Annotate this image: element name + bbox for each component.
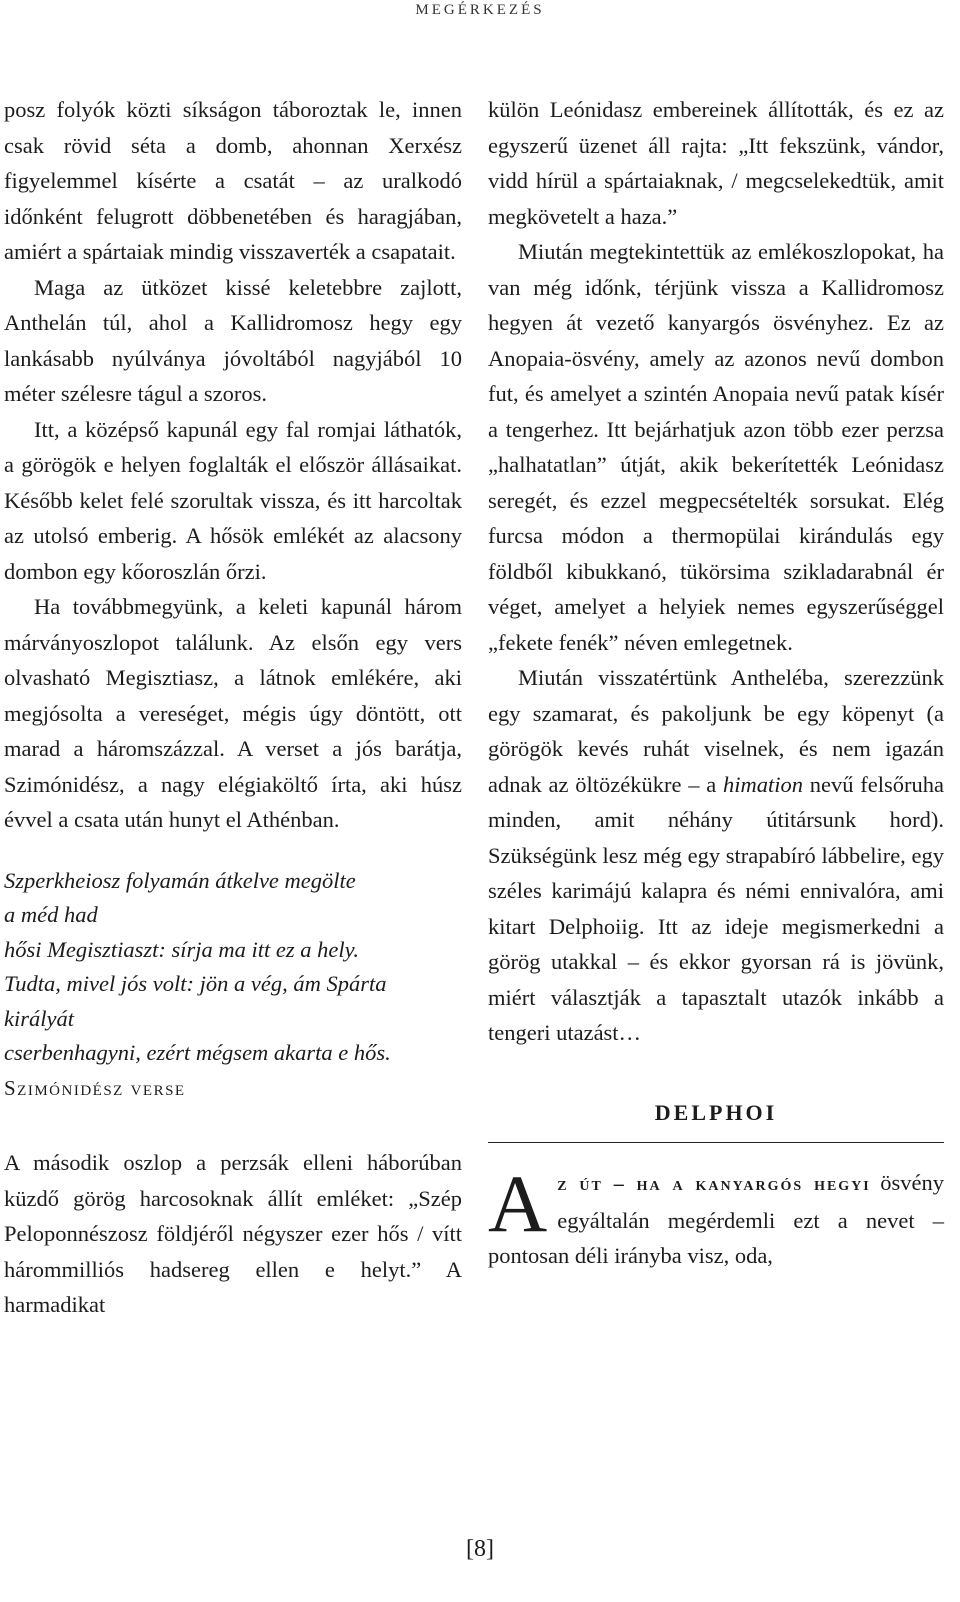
poem-attribution: Szimónidész verse (4, 1075, 186, 1100)
paragraph (488, 660, 944, 1051)
running-header: MEGÉRKEZÉS (415, 2, 545, 18)
poem-line: Tudta, mivel jós volt: jön a vég, ám Spárta (4, 971, 387, 996)
poem-quote (4, 864, 462, 1106)
text-span: ösvény egyáltalán megérdemli ezt a nevet – pontosan déli irányba visz, oda, (488, 1170, 944, 1268)
paragraph: Maga az ütközet kissé keletebbre zajlott, Anthelán túl, ahol a Kallidromosz hegy egy lankásabb nyúlványa jóvoltából nagyjából 10 méter szélesre tágul a szoros. (4, 274, 462, 406)
paragraph: posz folyók közti síkságon táboroztak le, innen csak rövid séta a domb, ahonnan Xerxész figyelemmel kísérte a csatát – az uralkodó időnként felugrott döbbenetében és haragjában, amiért a spártaiak mindig visszaverték a csapatait. (4, 97, 462, 264)
italic-term: himation (723, 771, 804, 797)
drop-cap: A (488, 1158, 548, 1249)
paragraph: Ha továbbmegyünk, a keleti kapunál három márványoszlopot találunk. Az elsőn egy vers olvasható Megisztiasz, a látnok emlékére, aki megjósolta a vereséget, mégis úgy döntött, ott marad a háromszázzal. A verset a jós barátja, Szimónidész, a nagy elégiaköltő írta, aki húsz évvel a csata után hunyt el Athénban. (4, 594, 462, 832)
poem-line: cserbenhagyni, ezért mégsem akarta e hős. (4, 1040, 391, 1065)
text-span: nevű felsőruha minden, amit néhány útitársunk hord). Szükségünk lesz még egy strapabíró lábbelire, egy széles karimájú kalapra és némi ennivalóra, ami kitart Delphoiig. Itt az ideje megismerkedni a görög utakkal – és ekkor gyorsan rá is jövünk, miért választják a tapasztalt utazók inkább a tengeri utazást… (488, 771, 945, 1045)
poem-line: hősi Megisztiaszt: sírja ma itt ez a hely. (4, 936, 360, 962)
paragraph-with-dropcap (488, 1158, 944, 1274)
paragraph: Miután megtekintettük az emlékoszlopokat, ha van még időnk, térjünk vissza a Kallidromosz hegyen át vezető kanyargós ösvényhez. Ez az Anopaia-ösvény, amely az azonos nevű dombon fut, és amelyet a szintén Anopaia nevű patak kísér a tengerhez. Itt bejárhatjuk azon több ezer perzsa „halhatatlan” útját, akik bekerítették Leónidasz seregét, és ezzel megpecsételték sorsukat. Elég furcsa módon a thermopülai kirándulás egy földből kibukkanó, tükörsima szikladarabnál ér véget, amelyet a helyiek nemes egyszerűséggel „fekete fenék” néven emlegetnek. (488, 239, 944, 655)
paragraph: A második oszlop a perzsák elleni háborúban küzdő görög harcosoknak állít emléket: „Szép Peloponnészosz földjéről négyszer ezer hős / vítt hárommilliós hadsereg ellen e helyt.” A harmadikat (4, 1150, 462, 1317)
section-title: DELPHOI (488, 1095, 944, 1144)
page-number: [8] (466, 1536, 494, 1562)
paragraph: Itt, a középső kapunál egy fal romjai láthatók, a görögök e helyen foglalták el először állásaikat. Később kelet felé szorultak vissza, és itt harcoltak az utolsó emberig. A hősök emlékét az alacsony dombon egy kőoroszlán őrzi. (4, 416, 462, 584)
poem-line: Szperkheiosz folyamán átkelve megölte (4, 867, 356, 893)
paragraph: külön Leónidasz embereinek állították, és ez az egyszerű üzenet áll rajta: „Itt fekszünk, vándor, vidd hírül a spártaiaknak, / megcselekedtük, amit megkövetelt a haza.” (488, 97, 944, 229)
text-span: Miután visszatértünk Antheléba, szerezzünk egy szamarat, és pakoljunk be egy köpenyt (a görögök kevés ruhát viselnek, és nem igazán adnak az öltözékükre – a (488, 665, 944, 797)
right-column (488, 92, 944, 1274)
left-column (4, 92, 462, 1323)
lead-in-caps: z út – ha a kanyargós hegyi (557, 1173, 871, 1195)
poem-line: királyát (4, 1005, 74, 1031)
poem-line: a méd had (4, 902, 98, 927)
